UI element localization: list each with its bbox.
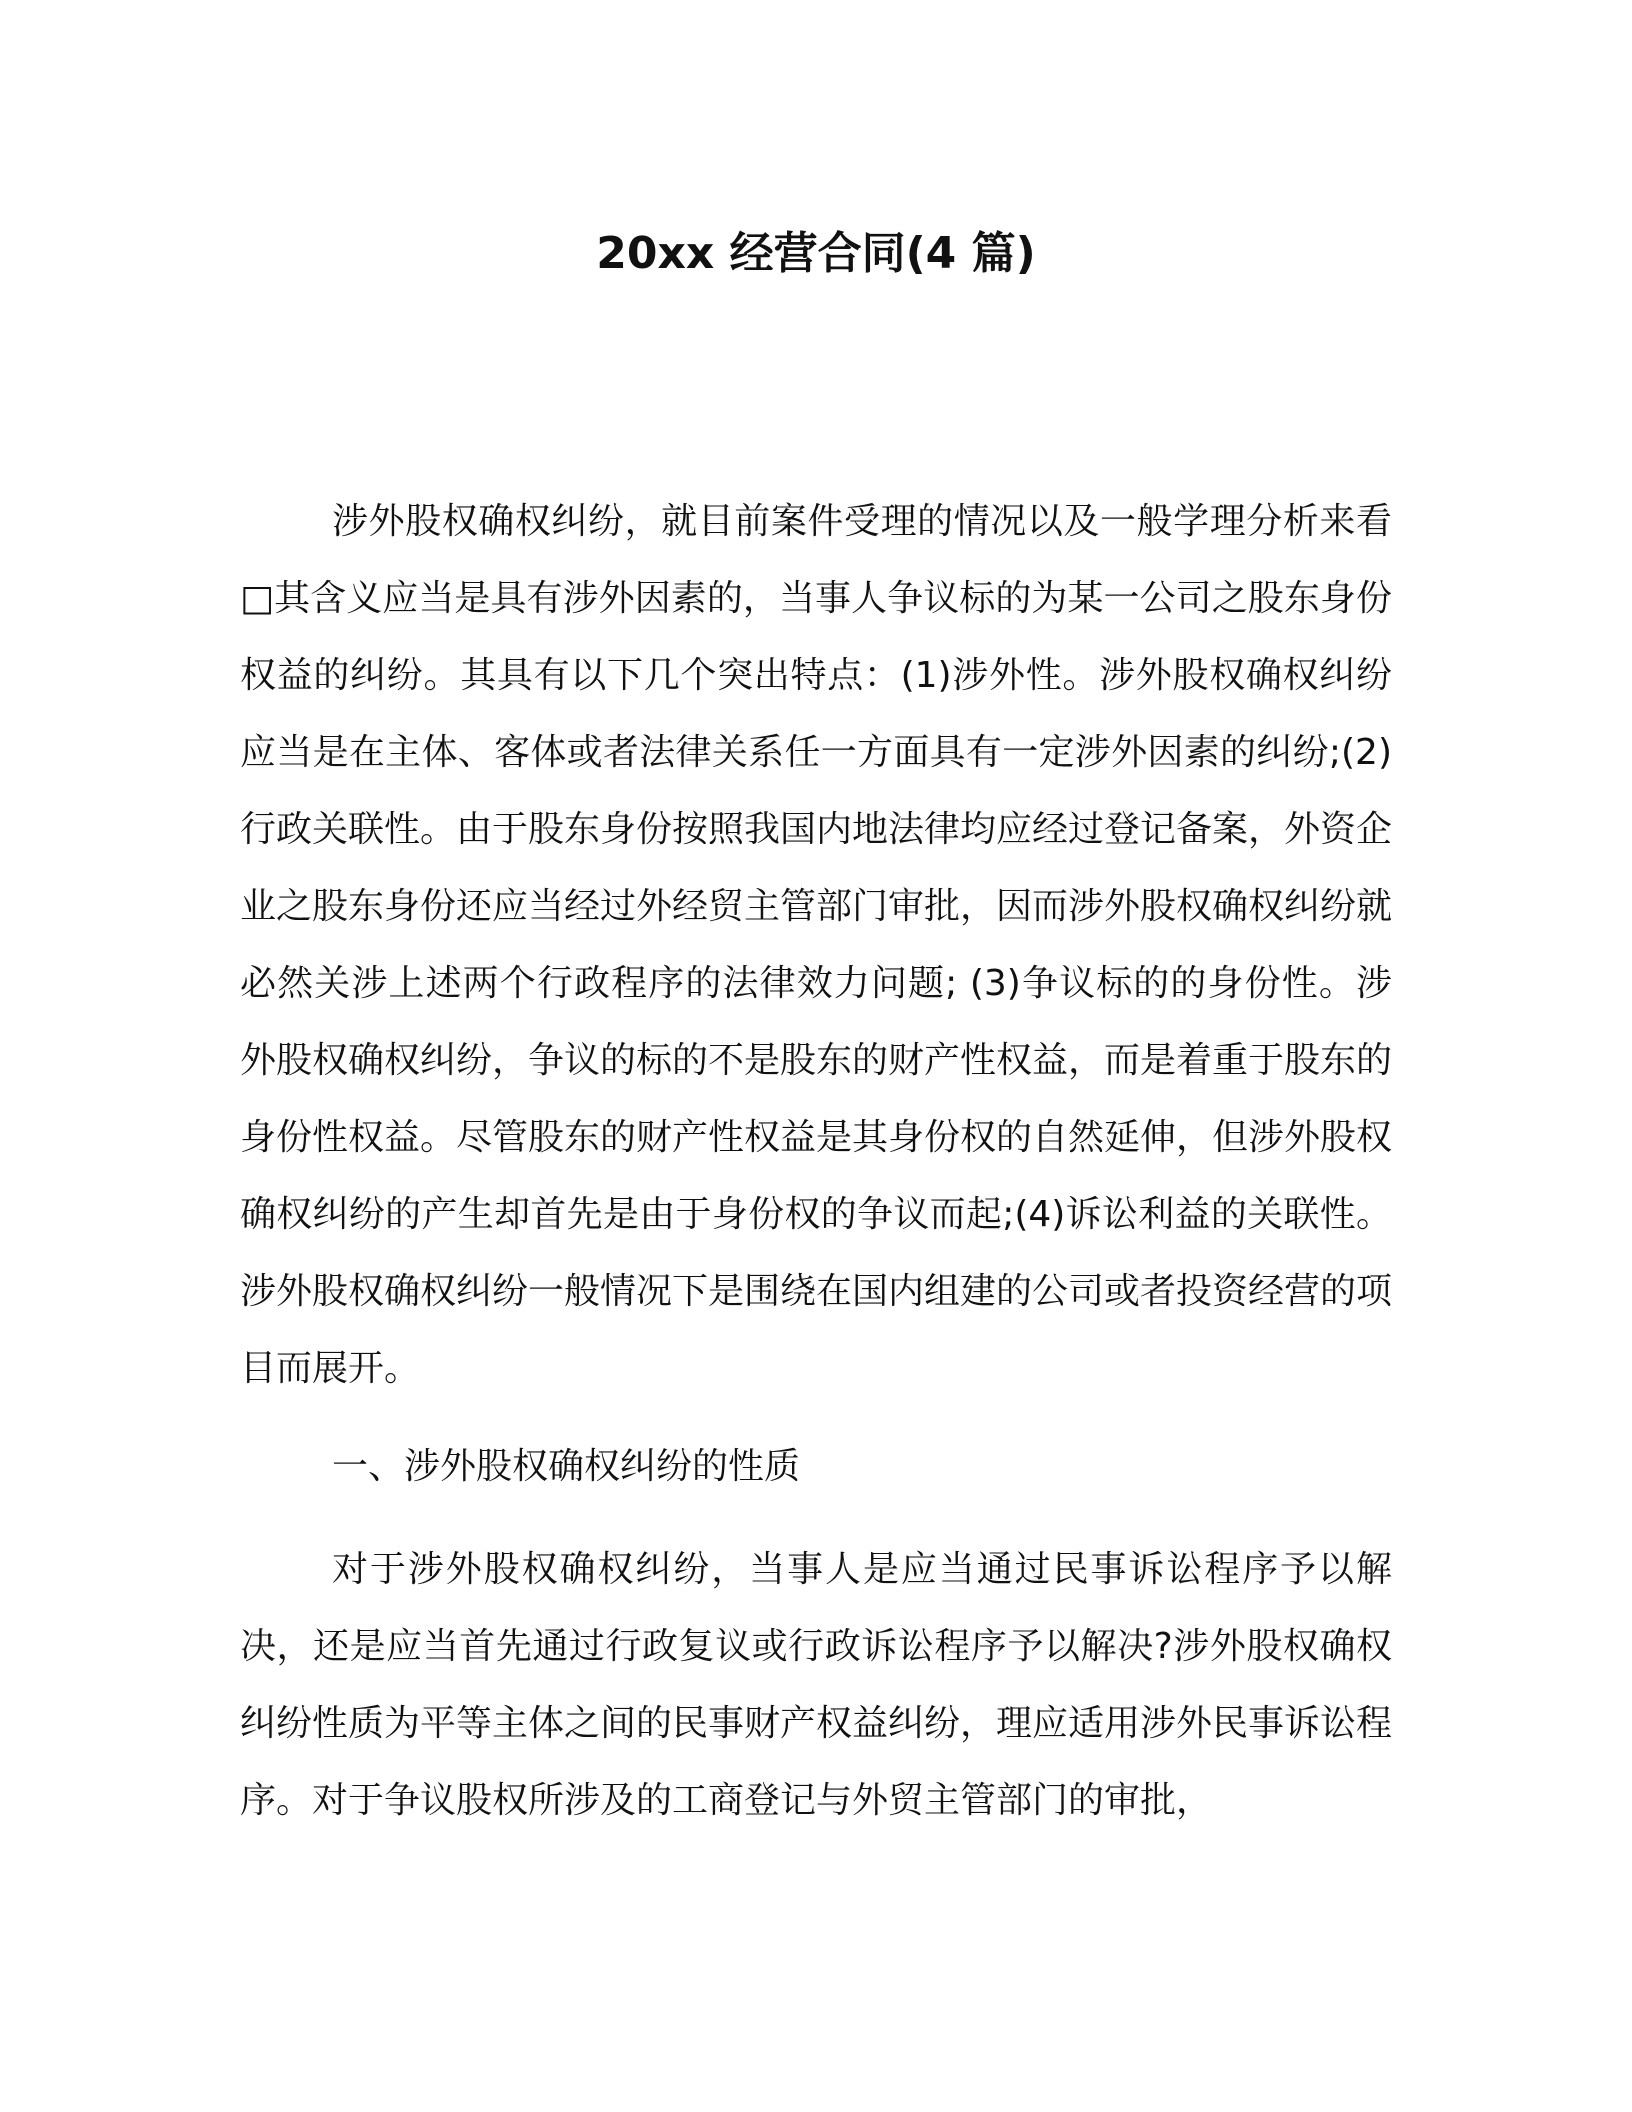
section-heading-text: 一、涉外股权确权纠纷的性质 bbox=[332, 1446, 801, 1487]
document-title: 20xx 经营合同(4 篇) bbox=[596, 228, 1036, 279]
body-paragraph-nature bbox=[240, 1531, 1392, 1839]
body-paragraph-intro bbox=[240, 483, 1392, 1407]
paragraph-text: 对于涉外股权确权纠纷，当事人是应当通过民事诉讼程序予以解决，还是应当首先通过行政复议或行政诉讼程序予以解决?涉外股权确权纠纷性质为平等主体之间的民事财产权益纠纷，理应适用涉外民事诉讼程序。对于争议股权所涉及的工商登记与外贸主管部门的审批， bbox=[240, 1549, 1393, 1821]
paragraph-text: 涉外股权确权纠纷，就目前案件受理的情况以及一般学理分析来看□其含义应当是具有涉外因素的，当事人争议标的为某一公司之股东身份权益的纠纷。其具有以下几个突出特点：(1)涉外性。涉外股权确权纠纷应当是在主体、客体或者法律关系任一方面具有一定涉外因素的纠纷;(2)行政关联性。由于股东身份按照我国内地法律均应经过登记备案，外资企业之股东身份还应当经过外经贸主管部门审批，因而涉外股权确权纠纷就必然关涉上述两个行政程序的法律效力问题; (3)争议标的的身份性。涉外股权确权纠纷，争议的标的不是股东的财产性权益，而是着重于股东的身份性权益。尽管股东的财产性权益是其身份权的自然延伸，但涉外股权确权纠纷的产生却首先是由于身份权的争议而起;(4)诉讼利益的关联性。涉外股权确权纠纷一般情况下是围绕在国内组建的公司或者投资经营的项目而展开。 bbox=[240, 501, 1393, 1389]
section-heading bbox=[240, 1428, 1392, 1505]
